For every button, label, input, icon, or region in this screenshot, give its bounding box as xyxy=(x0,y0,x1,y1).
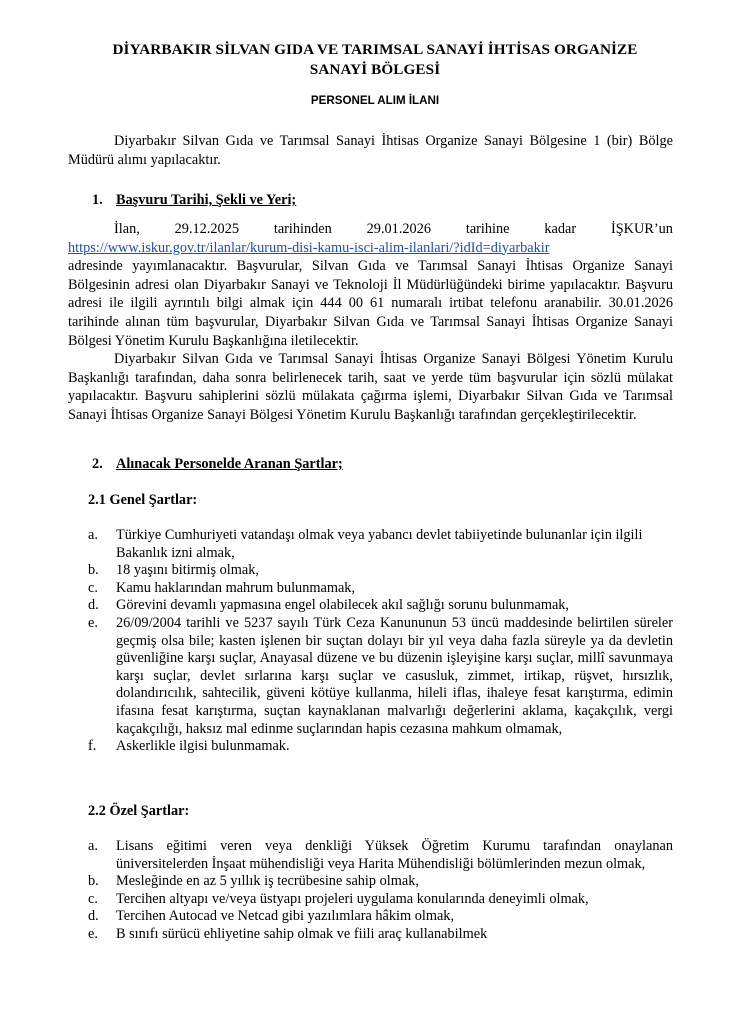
section-2-title: Alınacak Personelde Aranan Şartlar; xyxy=(116,456,343,472)
section-1-paragraph-1 xyxy=(68,220,673,350)
general-conditions-list xyxy=(88,527,673,756)
start-date: 29.12.2025 xyxy=(174,221,239,237)
item-letter: a. xyxy=(88,527,98,543)
item-text: Görevini devamlı yapmasına engel olabilecek akıl sağlığı sorunu bulunmamak, xyxy=(116,597,570,614)
item-text: B sınıfı sürücü ehliyetine sahip olmak ve fiili araç kullanabilmek xyxy=(116,925,488,942)
item-text: Kamu haklarından mahrum bulunmamak, xyxy=(116,579,356,596)
general-conditions-title: 2.1 Genel Şartlar: xyxy=(88,492,198,508)
item-letter: b. xyxy=(88,562,99,579)
intro-paragraph: Diyarbakır Silvan Gıda ve Tarımsal Sanayi İhtisas Organize Sanayi Bölgesine 1 (bir) Bölge Müdürü alımı yapılacaktır. xyxy=(68,133,673,168)
title-line-2: SANAYİ BÖLGESİ xyxy=(309,61,441,78)
item-letter: e. xyxy=(88,614,98,631)
document-title xyxy=(60,40,690,80)
item-letter: d. xyxy=(88,597,99,614)
list-item xyxy=(88,615,673,738)
item-text: 18 yaşını bitirmiş olmak, xyxy=(116,562,259,579)
section-1-number: 1. xyxy=(92,192,103,208)
section-1-paragraph-1-rest: adresinde yayımlanacaktır. Başvurular, Silvan Gıda ve Tarımsal Sanayi İhtisas Organize Sanayi Bölgesinin adresi olan Diyarbakır Sanayi ve Teknoloji İl Müdürlüğündeki birime yapılacaktır. Başvuru adresi ile ilgili ayrıntılı bilgi almak için 444 00 61 numaralı irtibat telefonu aranabilir. 30.01.2026 tarihinde alınan tüm başvurular, Diyarbakır Silvan Gıda ve Tarımsal Sanayi İhtisas Organize Sanayi Bölgesi Yönetim Kurulu Başkanlığına iletilecektir. xyxy=(68,258,673,349)
item-text: Lisans eğitimi veren veya denkliği Yüksek Öğretim Kurumu tarafından onaylanan üniversitelerden İnşaat mühendisliği veya Harita Mühendisliği bölümlerinden mezun olmak, xyxy=(116,838,673,872)
special-conditions-title: 2.2 Özel Şartlar: xyxy=(88,803,190,819)
list-item xyxy=(88,738,673,756)
item-letter: a. xyxy=(88,838,98,854)
list-item xyxy=(88,838,673,873)
list-item xyxy=(88,527,673,562)
title-line-1: DİYARBAKIR SİLVAN GIDA VE TARIMSAL SANAYİ İHTİSAS ORGANİZE xyxy=(112,41,638,58)
list-item xyxy=(88,891,673,909)
item-letter: b. xyxy=(88,873,99,890)
document-subtitle: PERSONEL ALIM İLANI xyxy=(310,94,440,107)
section-1-title: Başvuru Tarihi, Şekli ve Yeri; xyxy=(116,192,297,208)
section-2-number: 2. xyxy=(92,456,103,472)
item-text: Mesleğinde en az 5 yıllık iş tecrübesine sahip olmak, xyxy=(116,873,419,890)
section-2-heading xyxy=(92,456,343,473)
section-1-first-line xyxy=(68,220,673,239)
list-item xyxy=(88,580,673,598)
list-item xyxy=(88,873,673,891)
item-text: Türkiye Cumhuriyeti vatandaşı olmak veya yabancı devlet tabiiyetinde bulunanlar için ilgili Bakanlık izni almak, xyxy=(116,527,643,561)
item-letter: f. xyxy=(88,738,97,755)
end-date: 29.01.2026 xyxy=(366,221,431,237)
word: tarihine xyxy=(465,221,510,237)
item-letter: e. xyxy=(88,925,98,942)
section-1-paragraph-2: Diyarbakır Silvan Gıda ve Tarımsal Sanayi İhtisas Organize Sanayi Bölgesi Yönetim Kurulu Başkanlığı tarafından, daha sonra belirlenecek tarih, saat ve yerde tüm başvurular için sözlü mülakat yapılacaktır. Başvuru sahiplerini sözlü mülakata çağırma işlemi, Diyarbakır Silvan Gıda ve Tarımsal Sanayi İhtisas Organize Sanayi Bölgesi Yönetim Kurulu Başkanlığı tarafından gerçekleştirilecektir. xyxy=(68,351,673,423)
special-conditions-list xyxy=(88,838,673,944)
list-item xyxy=(88,562,673,580)
list-item xyxy=(88,597,673,615)
list-item xyxy=(88,926,673,944)
word: kadar xyxy=(544,221,577,237)
word: İlan, xyxy=(114,221,140,237)
item-letter: d. xyxy=(88,908,99,925)
iskur-link[interactable]: https://www.iskur.gov.tr/ilanlar/kurum-disi-kamu-isci-alim-ilanlari/?idId=diyarbakir xyxy=(68,239,550,256)
item-text: Tercihen altyapı ve/veya üstyapı projeleri uygulama konularında deneyimli olmak, xyxy=(116,890,589,907)
word: İŞKUR’un xyxy=(610,221,673,237)
list-item xyxy=(88,908,673,926)
word: tarihinden xyxy=(273,221,332,237)
item-text: Askerlikle ilgisi bulunmamak. xyxy=(116,738,290,755)
item-letter: c. xyxy=(88,890,98,907)
item-text: 26/09/2004 tarihli ve 5237 sayılı Türk Ceza Kanununun 53 üncü maddesinde belirtilen süreler geçmiş olsa bile; kasten işlenen bir suçtan dolayı bir yıl veya daha fazla süreyle ya da devletin güvenliğine karşı suçlar, Anayasal düzene ve bu düzenin işleyişine karşı suçlar, millî savunmaya karşı suçlar, devlet sırlarına karşı suçlar ve casusluk, zimmet, irtikap, rüşvet, hırsızlık, dolandırıcılık, sahtecilik, güveni kötüye kullanma, hileli iflas, ihaleye fesat karıştırma, edimin ifasına fesat karıştırma, suçtan kaynaklanan malvarlığı değerlerini aklama, kaçakçılık, vergi kaçakçılığı, haksız mal edinme suçlarından hapis cezasına mahkum olmamak, xyxy=(116,614,673,737)
item-letter: c. xyxy=(88,579,98,596)
item-text: Tercihen Autocad ve Netcad gibi yazılımlara hâkim olmak, xyxy=(116,908,455,925)
section-1-heading xyxy=(92,192,296,209)
